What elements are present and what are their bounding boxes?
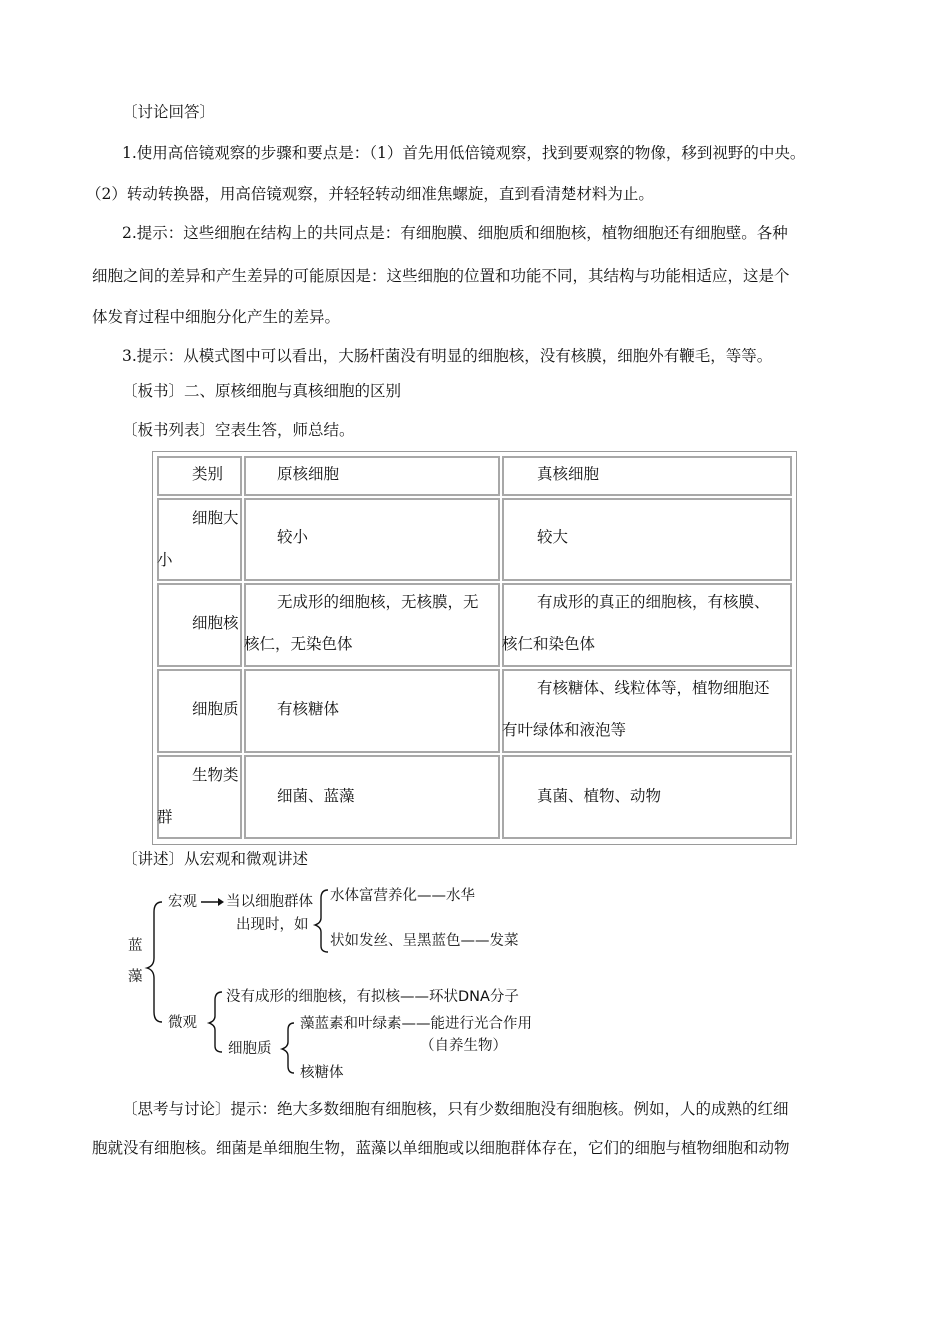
paragraph-answer-1: 1.使用高倍镜观察的步骤和要点是：（1）首先用低倍镜观察，找到要观察的物像，移到视野的中央。: [122, 144, 806, 162]
table-row-nucleus-eukaryote: 有成形的真正的细胞核，有核膜、 核仁和染色体: [502, 583, 792, 667]
diagram-cytoplasm-item-1b: （自养生物）: [420, 1038, 507, 1054]
diagram-macro-condition-2: 出现时，如: [236, 917, 309, 933]
table-row-cytoplasm-prokaryote: 有核糖体: [244, 669, 500, 753]
diagram-cytoplasm-item-1: 藻蓝素和叶绿素——能进行光合作用: [300, 1016, 532, 1032]
table-row-organisms-label: 生物类 群: [157, 755, 242, 839]
comparison-table: [152, 451, 797, 845]
paragraph-answer-3: 3.提示：从模式图中可以看出，大肠杆菌没有明显的细胞核，没有核膜，细胞外有鞭毛，等等。: [122, 347, 773, 365]
section-heading-discussion: 〔讨论回答〕: [122, 103, 216, 121]
paragraph-answer-2: 2.提示：这些细胞在结构上的共同点是：有细胞膜、细胞质和细胞核，植物细胞还有细胞壁。各种: [122, 224, 788, 242]
lecture-heading: 〔讲述〕从宏观和微观讲述: [122, 850, 309, 868]
diagram-macro-label: 宏观: [168, 894, 197, 910]
paragraph-think-discuss-cont: 胞就没有细胞核。细菌是单细胞生物，蓝藻以单细胞或以细胞群体存在，它们的细胞与植物细胞和动物: [92, 1139, 790, 1157]
diagram-root-1: 蓝: [128, 938, 143, 954]
table-row-size-label: 细胞大 小: [157, 498, 242, 581]
table-header-prokaryote: 原核细胞: [244, 456, 500, 496]
diagram-macro-item-1: 水体富营养化——水华: [330, 888, 475, 904]
diagram-micro-item-1: 没有成形的细胞核，有拟核——环状DNA分子: [226, 989, 519, 1005]
table-row-size-eukaryote: 较大: [502, 498, 792, 581]
table-row-nucleus-prokaryote: 无成形的细胞核，无核膜，无 核仁，无染色体: [244, 583, 500, 667]
cyanobacteria-diagram: [122, 880, 582, 1090]
diagram-macro-condition-1: 当以细胞群体: [226, 894, 313, 910]
blackboard-heading: 〔板书〕二、原核细胞与真核细胞的区别: [122, 382, 402, 400]
table-row-organisms-eukaryote: 真菌、植物、动物: [502, 755, 792, 839]
diagram-cytoplasm-item-2: 核糖体: [300, 1065, 344, 1081]
table-row-cytoplasm-label: 细胞质: [157, 669, 242, 753]
table-header-eukaryote: 真核细胞: [502, 456, 792, 496]
paragraph-think-discuss: 〔思考与讨论〕提示：绝大多数细胞有细胞核，只有少数细胞没有细胞核。例如，人的成熟的红细: [122, 1100, 789, 1118]
diagram-micro-label: 微观: [168, 1015, 197, 1031]
diagram-braces: [122, 880, 582, 1090]
table-row-organisms-prokaryote: 细菌、蓝藻: [244, 755, 500, 839]
diagram-macro-item-2: 状如发丝、呈黑蓝色——发菜: [330, 933, 519, 949]
paragraph-answer-2-cont1: 细胞之间的差异和产生差异的可能原因是：这些细胞的位置和功能不同，其结构与功能相适应，这是个: [92, 267, 790, 285]
table-row-nucleus-label: 细胞核: [157, 583, 242, 667]
diagram-cytoplasm-label: 细胞质: [228, 1041, 272, 1057]
paragraph-answer-2-cont2: 体发育过程中细胞分化产生的差异。: [92, 308, 341, 326]
table-row-cytoplasm-eukaryote: 有核糖体、线粒体等，植物细胞还 有叶绿体和液泡等: [502, 669, 792, 753]
paragraph-answer-1-cont: （2）转动转换器，用高倍镜观察，并轻轻转动细准焦螺旋，直到看清楚材料为止。: [86, 185, 654, 203]
blackboard-table-note: 〔板书列表〕空表生答，师总结。: [122, 421, 355, 439]
table-header-category: 类别: [157, 456, 242, 496]
diagram-root-2: 藻: [128, 969, 143, 985]
table-row-size-prokaryote: 较小: [244, 498, 500, 581]
